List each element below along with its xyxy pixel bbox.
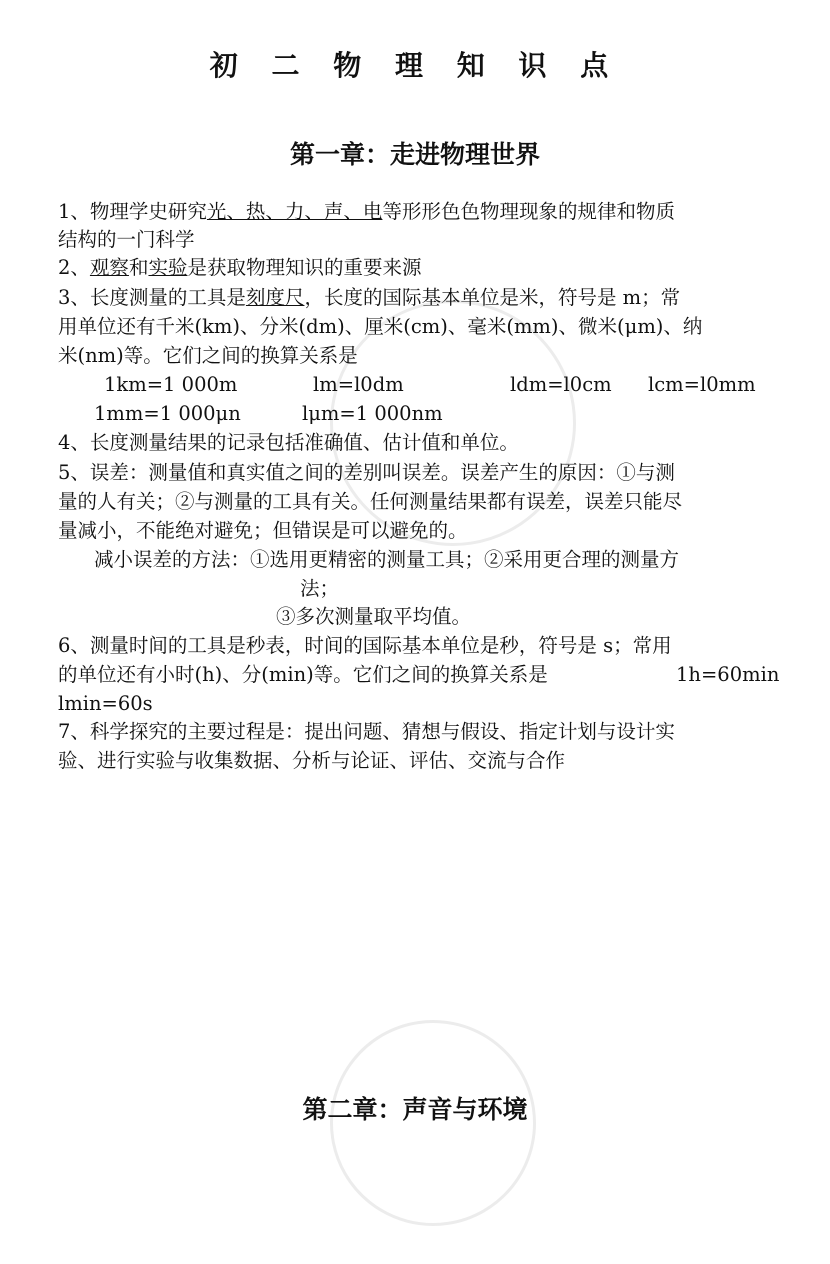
page-title: 初 二 物 理 知 识 点 [209, 49, 621, 82]
item-5-line-3: 量减小，不能绝对避免；但错误是可以避免的。 [58, 519, 468, 542]
item-6-line-2: 的单位还有小时(h)、分(min)等。它们之间的换算关系是 [58, 663, 548, 686]
text-run: 2、 [58, 256, 90, 279]
item-5-line-6: ③多次测量取平均值。 [276, 605, 472, 628]
item-7-line-1: 7、科学探究的主要过程是：提出问题、猜想与假设、指定计划与设计实 [58, 720, 675, 743]
item-1-line-1 [58, 198, 675, 226]
underlined-term: 观察 [89, 256, 129, 279]
chapter-1-heading: 第一章：走进物理世界 [289, 140, 540, 169]
item-3-line-1 [58, 284, 680, 312]
text-run: 等形形色色物理现象的规律和物质 [382, 200, 675, 223]
conversion-um-nm: lμm=1 000nm [302, 402, 443, 425]
item-5-line-5: 法； [300, 577, 340, 600]
item-7-line-2: 验、进行实验与收集数据、分析与论证、评估、交流与合作 [58, 749, 566, 772]
item-5-line-4: 减小误差的方法：①选用更精密的测量工具；②采用更合理的测量方 [94, 548, 680, 571]
item-6-line-3: lmin=60s [58, 692, 153, 715]
underlined-term: 光、热、力、声、电 [206, 200, 383, 223]
item-2-line [58, 254, 421, 282]
item-6-line-1: 6、测量时间的工具是秒表，时间的国际基本单位是秒，符号是 s；常用 [58, 634, 672, 657]
conversion-dm-cm: ldm=l0cm [510, 373, 612, 396]
text-run: ，长度的国际基本单位是米，符号是 m；常 [304, 286, 681, 309]
text-run: 1、物理学史研究 [58, 200, 207, 223]
item-6-conversion-h: 1h=60min [676, 663, 780, 686]
conversion-m-dm: lm=l0dm [313, 373, 404, 396]
item-5-line-2: 量的人有关；②与测量的工具有关。任何测量结果都有误差，误差只能尽 [58, 490, 683, 513]
text-run: 3、长度测量的工具是 [58, 286, 246, 309]
underlined-term: 刻度尺 [245, 286, 305, 309]
item-4-line: 4、长度测量结果的记录包括准确值、估计值和单位。 [58, 431, 519, 454]
chapter-2-heading: 第二章：声音与环境 [302, 1095, 528, 1124]
item-3-line-2: 用单位还有千米(km)、分米(dm)、厘米(cm)、毫米(mm)、微米(μm)、纳 [58, 315, 703, 338]
underlined-term: 实验 [148, 256, 188, 279]
conversion-km-m: 1km=1 000m [104, 373, 238, 396]
item-1-line-2: 结构的一门科学 [58, 228, 195, 251]
item-3-line-3: 米(nm)等。它们之间的换算关系是 [58, 344, 358, 367]
text-run: 是获取物理知识的重要来源 [187, 256, 422, 279]
item-5-line-1: 5、误差：测量值和真实值之间的差别叫误差。误差产生的原因：①与测 [58, 461, 675, 484]
text-run: 和 [128, 256, 149, 279]
conversion-mm-um: 1mm=1 000μn [94, 402, 241, 425]
conversion-cm-mm: lcm=l0mm [648, 373, 756, 396]
